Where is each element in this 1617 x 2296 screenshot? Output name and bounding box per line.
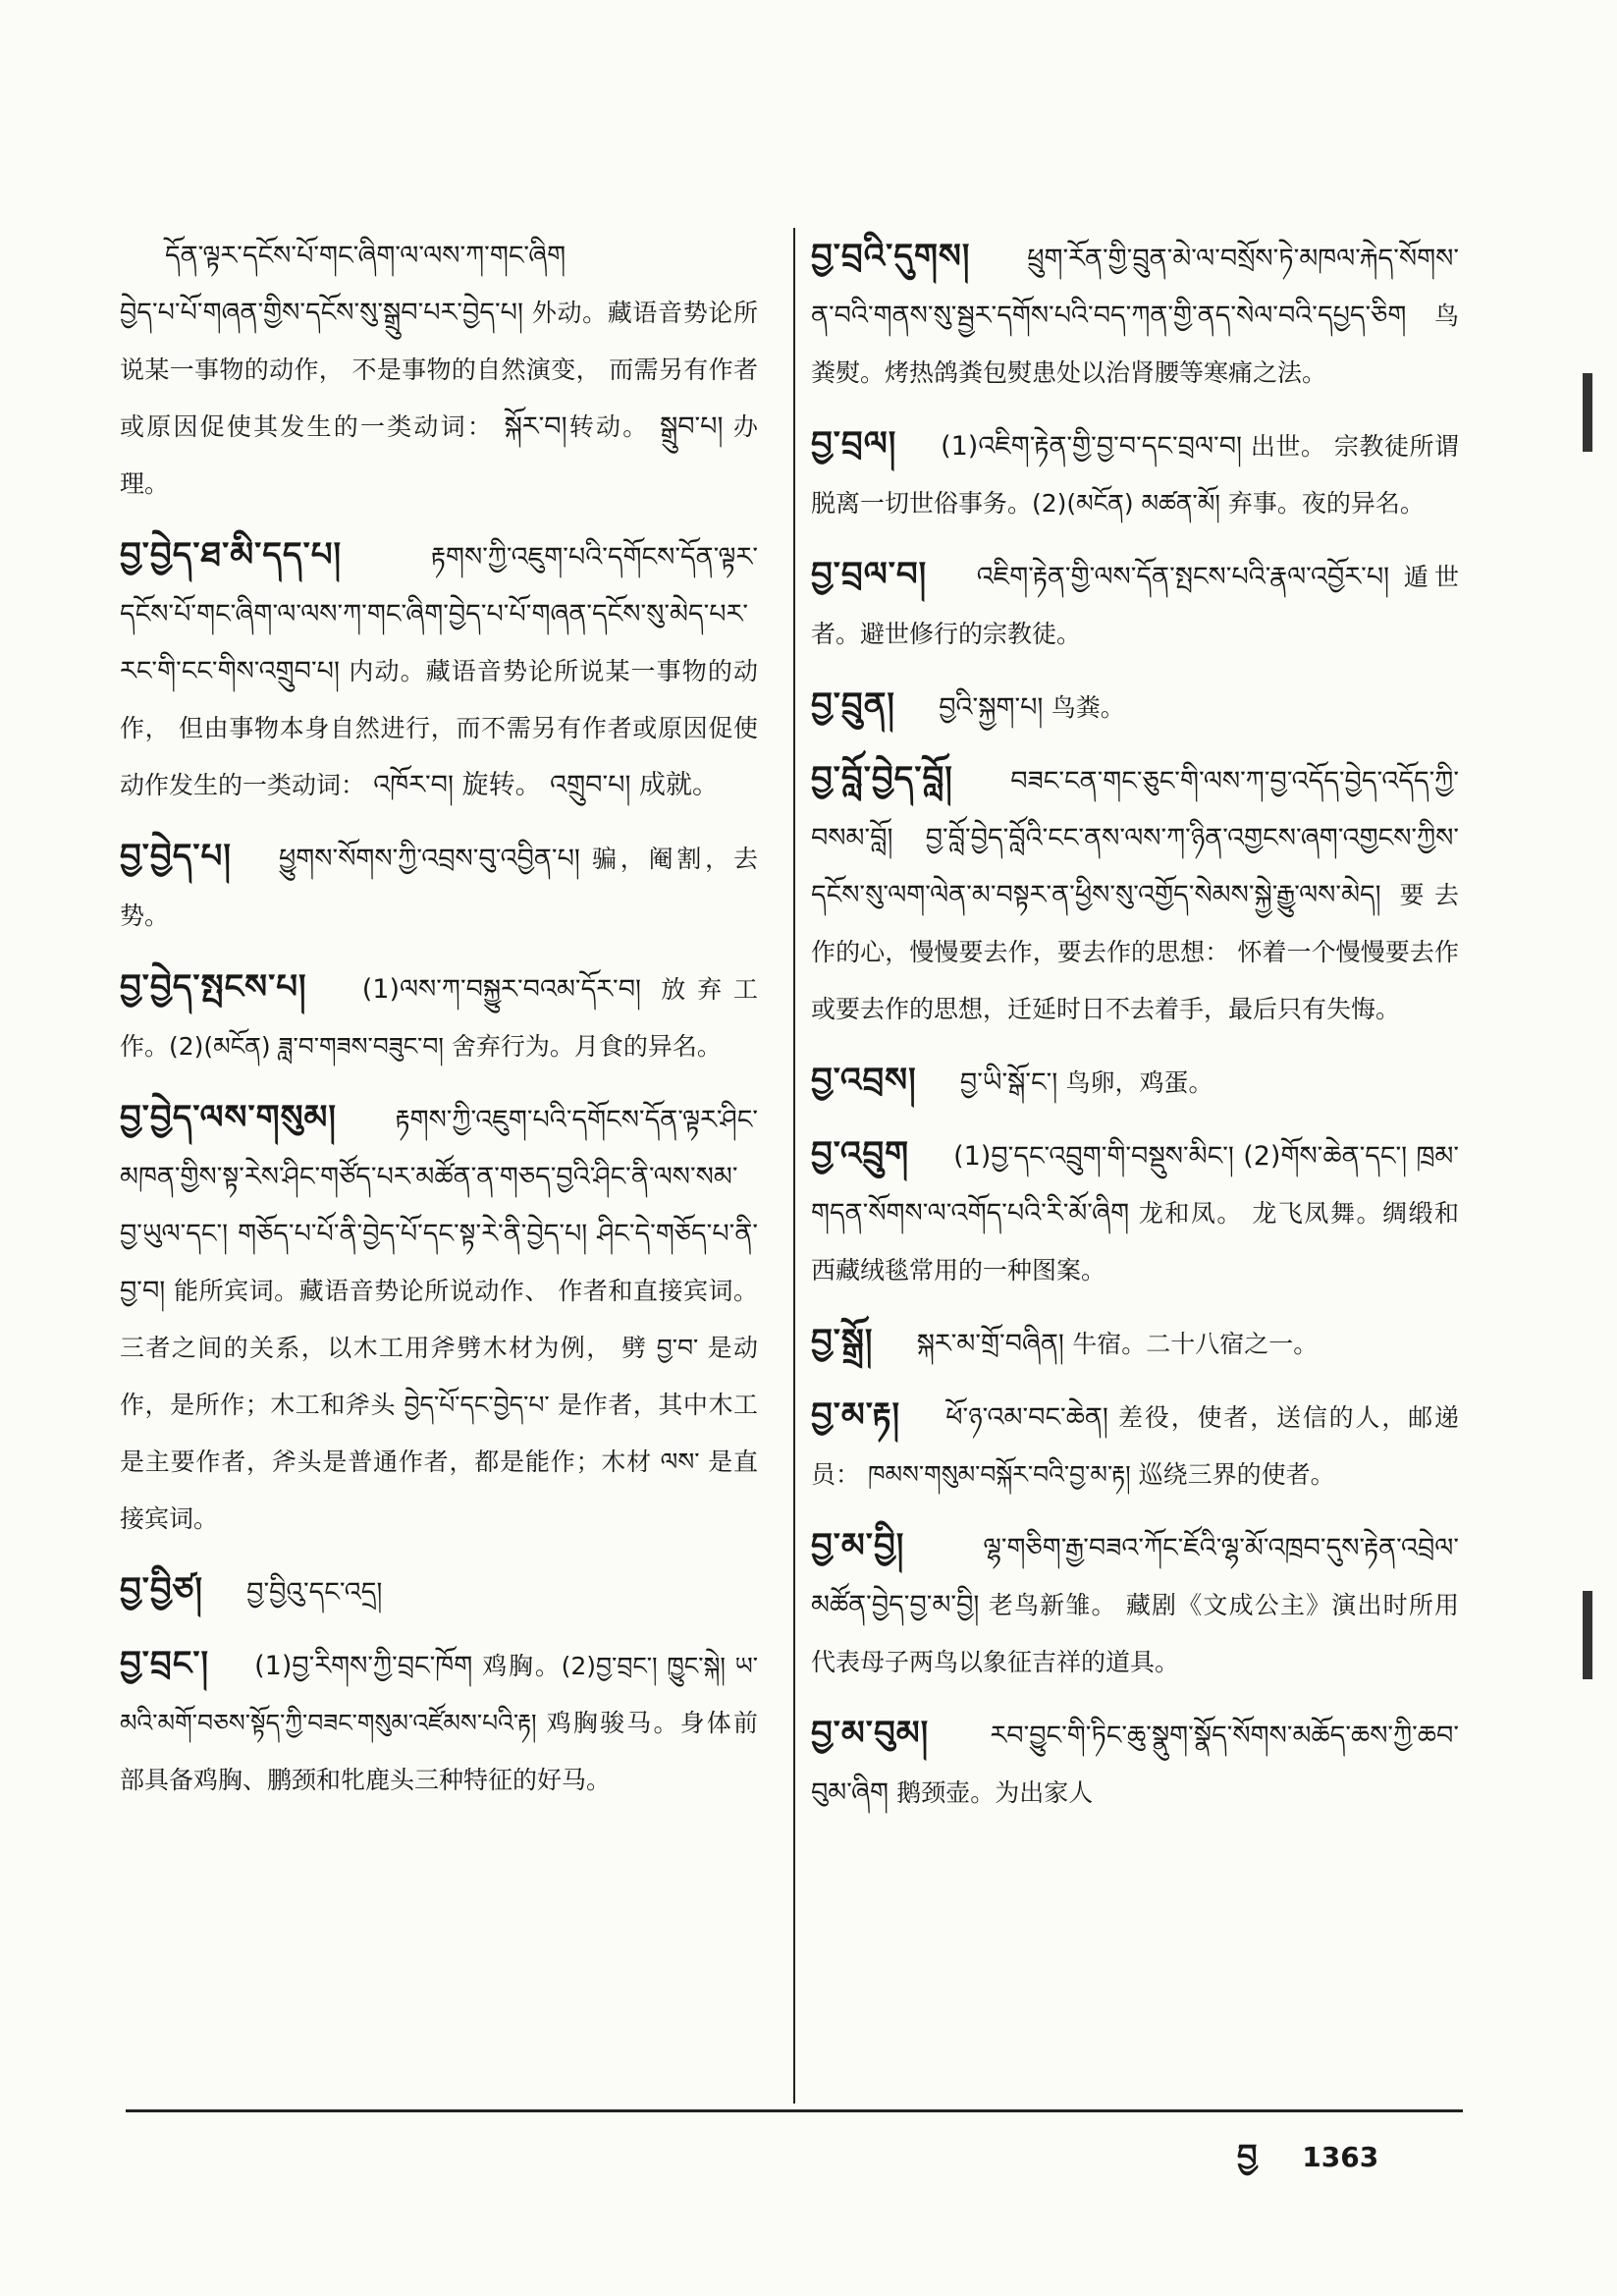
example-tibetan: སྐོར་བ། [504,411,567,442]
tibetan-text: བྱེད་པ་པོ་གཞན་གྱིས་དངོས་སུ་སྒྲུབ་པར་བྱེད་པ། [120,298,523,328]
dictionary-entry [811,1517,1459,1691]
headword: བྱ་འབྲས། [811,1061,917,1100]
dictionary-entry [811,1387,1459,1503]
headword: བྱ་འབྲུག [811,1134,910,1174]
headword: བྱ་བྲའི་དུགས། [811,237,971,276]
tibetan-definition: ཕྱུགས་སོགས་ཀྱི་འབྲས་བུ་འབྱིན་པ། [278,844,580,874]
tibetan-definition: རྟགས་ཀྱི་འཇུག་པའི་དགོངས་དོན་ལྟར་ཤིང་མཁན་གྱིས་སྟ་རེས་ཤིང་གཙོད་པར་མཚོན་ན་གཅད་བྱའི་ཤིང་ནི་ལས་སམ་བྱ་ཡུལ་དང་། གཅོད་པ་པོ་ནི་བྱེད་པོ་དང་སྟ་རེ་ནི་བྱེད་པ། ཤིང་དེ་གཅོད་པ་ནི་བྱ་བ། [120,1105,758,1306]
page-footer [1237,2121,1378,2210]
scan-edge-mark [1583,1591,1592,1679]
tibetan-definition: (1)འཇིག་རྟེན་གྱི་བྱ་བ་དང་བྲལ་བ། [941,431,1243,462]
dictionary-entry [811,228,1459,402]
example-chinese: 办理。 [120,412,758,498]
headword: བྱ་བྲལ། [811,424,897,464]
dictionary-entry [811,750,1459,1038]
dictionary-entry [811,1705,1459,1822]
chinese-definition: 鸟粪熨。烤热鸽粪包熨患处以治肾腰等寒痛之法。 [811,301,1459,387]
headword: བྱ་བྱེད་ལས་གསུམ། [120,1098,337,1137]
section-letter: བྱ [1237,2137,1258,2174]
headword: བྱ་བྱིཙ། [120,1570,203,1610]
dictionary-entry [120,958,758,1075]
chinese-definition: 出世。 宗教徒所谓脱离一切世俗事务。(2)(མངོན) མཚན་མོ། 弃事。夜的异名。 [811,432,1459,518]
headword: བྱ་བྱེད་ཐ་མི་དད་པ། [120,535,343,574]
tibetan-definition: བྱའི་སྐྱག་པ། [939,692,1044,723]
dictionary-entry [120,526,758,814]
chinese-definition: 要去作的心，慢慢要去作，要去作的思想： 怀着一个慢慢要去作或要去作的思想，迁延时日不去着手，最后只有失悔。 [811,881,1459,1023]
chinese-definition: 放弃工作。(2)(མངོན) ཟླ་བ་གཟས་བཟུང་བ། 舍弃行为。月食的异名。 [120,975,758,1061]
column-divider [793,228,795,2104]
dictionary-entry [120,1561,758,1621]
tibetan-definition: ལྷ་གཅིག་རྒྱ་བཟའ་ཀོང་ཇོའི་ལྷ་མོ་འཁྲབ་དུས་རྟེན་འབྲེལ་མཚོན་བྱེད་བྱ་མ་བྱི། [811,1533,1459,1620]
tibetan-definition: རྟགས་ཀྱི་འཇུག་པའི་དགོངས་དོན་ལྟར་དངོས་པོ་གང་ཞིག་ལ་ལས་ཀ་གང་ཞིག་བྱེད་པ་པོ་གཞན་དངོས་སུ་མེད་པར་རང་གི་ངང་གིས་འགྲུབ་པ། [120,542,758,686]
dictionary-entry [120,1089,758,1548]
dictionary-entry [811,677,1459,737]
chinese-definition: 老鸟新雏。 藏剧《文成公主》演出时所用代表母子两鸟以象征吉祥的道具。 [811,1591,1460,1676]
dictionary-entry [811,415,1459,532]
right-column [811,228,1459,1835]
chinese-definition: 龙和凤。 龙飞凤舞。绸缎和西藏绒毯常用的一种图案。 [811,1199,1459,1285]
tibetan-definition: ཕྲུག་རོན་གྱི་བྲུན་མེ་ལ་བསྲོས་ཏེ་མཁལ་རྐེད་སོགས་ན་བའི་གནས་སུ་སྦྱར་དགོས་པའི་བད་ཀན་གྱི་ནད་སེལ་བའི་དཔྱད་ཅིག [811,244,1459,331]
chinese-definition: 牛宿。二十八宿之一。 [1072,1330,1319,1358]
tibetan-definition: (1)བྱ་རིགས་ཀྱི་བྲང་ཁོག [254,1651,473,1681]
tibetan-text: དོན་ལྟར་དངོས་པོ་གང་ཞིག་ལ་ལས་ཀ་གང་ཞིག [165,241,566,271]
chinese-definition: 鸡胸。(2)བྱ་བྲང་། ཁྱུང་སྐེ། ཡ་མའི་མགོ་བཅས་སྟོད་ཀྱི་བཟང་གསུམ་འཛོམས་པའི་རྟ། 鸡胸骏马。身体前部具备鸡胸、鹏颈和牝鹿头三种特征的好马。 [120,1652,759,1794]
tibetan-definition: རབ་བྱུང་གི་ཏིང་ཆུ་སྣུག་སྣོད་སོགས་མཆོད་ཆས་ཀྱི་ཆབ་བུམ་ཞིག [811,1721,1459,1808]
tibetan-definition: བཟང་ངན་གང་ཅུང་གི་ལས་ཀ་བྱ་འདོད་བྱེད་འདོད་ཀྱི་བསམ་བློ། བྱ་བློ་བྱེད་བློའི་ངང་ནས་ལས་ཀ་ཉིན་འགྱངས་ཞག་འགྱངས་ཀྱིས་དངོས་སུ་ལག་ལེན་མ་བསྟར་ན་ཕྱིས་སུ་འགྱོད་སེམས་སྐྱེ་རྒྱུ་ལས་མེད། [811,766,1459,910]
dictionary-entry [811,1313,1459,1373]
tibetan-definition: བྱ་ཡི་སྒོ་ང་། [959,1067,1058,1098]
tibetan-definition: (1)ལས་ཀ་བསྐྱུར་བའམ་དོར་བ། [361,974,642,1005]
chinese-definition: 鸟卵，鸡蛋。 [1065,1068,1213,1097]
continued-entry [120,228,758,513]
chinese-definition: 内动。藏语音势论所说某一事物的动作， 但由事物本身自然进行，而不需另有作者或原因促使动作发生的一类动词： [120,657,758,799]
chinese-definition: 鸟粪。 [1051,693,1125,722]
headword: བྱ་བྲུན། [811,685,895,725]
dictionary-entry [811,1052,1459,1112]
chinese-definition: 差役，使者，送信的人，邮递员： ཁམས་གསུམ་བསྐོར་བའི་བྱ་མ་རྟ། 巡绕三界的使者。 [811,1403,1460,1489]
left-column [120,228,758,1823]
headword: བྱ་བློ་བྱེད་བློ། [811,759,953,798]
scan-edge-mark [1583,373,1592,452]
headword: བྱ་བྲང་། [120,1644,210,1683]
headword: བྱ་མ་བྱི། [811,1526,905,1565]
tibetan-definition: འཇིག་རྟེན་གྱི་ལས་དོན་སྤངས་པའི་རྣལ་འབྱོར་པ། [976,562,1390,592]
dictionary-entry [120,1635,758,1809]
example-tibetan: སྒྲུབ་པ། [659,411,724,442]
chinese-definition: 鹅颈壶。为出家人 [896,1778,1094,1807]
tibetan-definition: བྱ་བྱིའུ་དང་འདྲ། [246,1577,383,1608]
headword: བྱ་བྱེད་པ། [120,837,232,876]
dictionary-entry [811,546,1459,663]
tibetan-definition: ཕོ་ཉ་འམ་བང་ཆེན། [945,1402,1108,1433]
tibetan-definition: (1)བྱ་དང་འབྲུག་གི་བསྡུས་མིང་། (2)གོས་ཆེན་དང་། ཁྲམ་གདན་སོགས་ལ་འགོད་པའི་རི་མོ་ཞིག [811,1141,1459,1229]
tibetan-definition: སྐར་མ་གྲོ་བཞིན། [916,1329,1064,1359]
chinese-definition: 骗，阉割，去势。 [120,845,758,930]
page-number: 1363 [1302,2141,1379,2173]
dictionary-entry [120,828,758,945]
footer-rule [126,2109,1463,2112]
chinese-definition: 遁世者。避世修行的宗教徒。 [811,563,1459,648]
headword: བྱ་བྱེད་སྤངས་པ། [120,967,307,1007]
headword: བྱ་བྲལ་བ། [811,555,928,594]
headword: བྱ་མ་རྟ། [811,1395,901,1435]
example: འཁོར་བ། 旋转。 འགྲུབ་པ། 成就。 [373,770,720,800]
example-chinese: 转动。 [566,412,650,441]
dictionary-entry [811,1125,1459,1299]
chinese-definition: 外动。藏语音势论所说某一事物的动作， 不是事物的自然演变， 而需另有作者或原因促使其发生的一类动词： [120,299,758,441]
chinese-definition: 能所宾词。藏语音势论所说动作、 作者和直接宾词。三者之间的关系，以木工用斧劈木材为例， 劈 བྱ་བ་ 是动作，是所作；木工和斧头 བྱེད་པོ་དང་བྱེད་པ་ 是作者，其中木工是主要作者，斧头是普通作者，都是能作；木材 ལས་ 是直接宾词。 [120,1277,759,1533]
headword: བྱ་སྒྲོ། [811,1322,874,1361]
headword: བྱ་མ་བུམ། [811,1714,930,1753]
